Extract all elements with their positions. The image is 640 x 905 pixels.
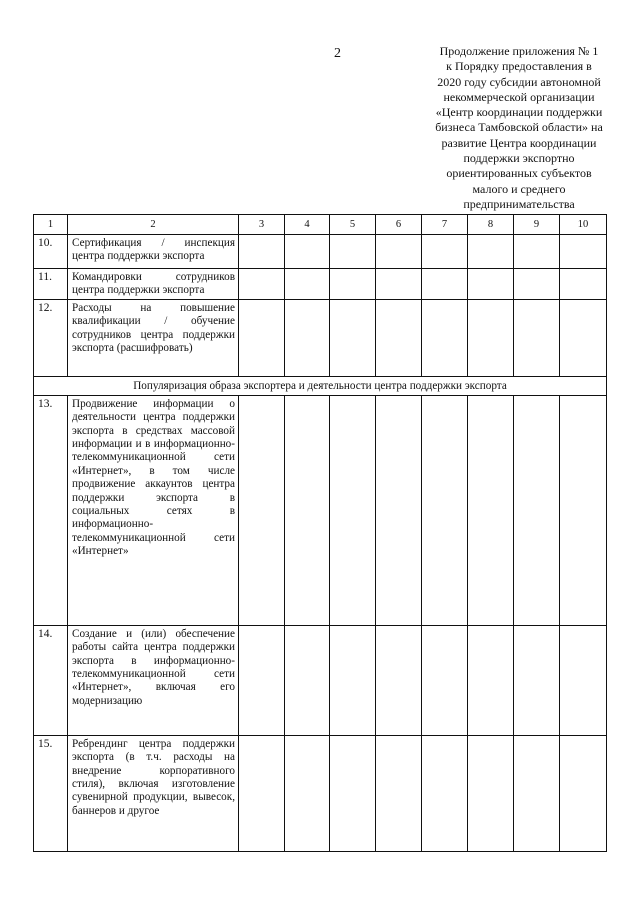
table-row	[34, 395, 607, 625]
table-row	[34, 735, 607, 851]
table-cell	[285, 625, 330, 735]
row-number: 11.	[34, 269, 68, 300]
table-cell	[239, 735, 285, 851]
appendix-note-line: 2020 году субсидии автономной	[437, 74, 601, 89]
section-title: Популяризация образа экспортера и деятельности центра поддержки экспорта	[34, 376, 607, 395]
appendix-note-line: предпринимательства	[463, 196, 575, 211]
table-cell	[330, 269, 376, 300]
table-cell	[330, 299, 376, 376]
row-description: Продвижение информации о деятельности центра поддержки экспорта в средствах массовой информации и в информационно-телекоммуникационной сети «Интернет», в том числе продвижение аккаунтов центра поддержки экспорта в социальных сетях в информационно-телекоммуникационной сети «Интернет»	[68, 395, 239, 625]
table-cell	[560, 735, 607, 851]
table-cell	[285, 299, 330, 376]
table-cell	[514, 235, 560, 269]
appendix-note-line: развитие Центра координации	[441, 135, 597, 150]
row-number: 12.	[34, 299, 68, 376]
table-cell	[239, 269, 285, 300]
table-cell	[376, 395, 422, 625]
row-description: Сертификация / инспекция центра поддержки экспорта	[68, 235, 239, 269]
column-header: 10	[560, 215, 607, 235]
table-cell	[468, 269, 514, 300]
table-cell	[239, 625, 285, 735]
row-description: Командировки сотрудников центра поддержки экспорта	[68, 269, 239, 300]
row-description: Расходы на повышение квалификации / обучение сотрудников центра поддержки экспорта (расшифровать)	[68, 299, 239, 376]
table-cell	[422, 299, 468, 376]
table-cell	[376, 299, 422, 376]
table-cell	[376, 625, 422, 735]
table-cell	[468, 735, 514, 851]
section-row	[34, 376, 607, 395]
table-cell	[422, 235, 468, 269]
table-cell	[468, 235, 514, 269]
table-cell	[285, 269, 330, 300]
table-header-row	[34, 215, 607, 235]
table-cell	[560, 395, 607, 625]
column-header: 1	[34, 215, 68, 235]
table-cell	[285, 235, 330, 269]
appendix-note-line: Продолжение приложения № 1	[439, 44, 599, 58]
table-cell	[560, 625, 607, 735]
table-cell	[468, 625, 514, 735]
table-cell	[422, 395, 468, 625]
table-cell	[468, 299, 514, 376]
row-number: 14.	[34, 625, 68, 735]
appendix-note-line: «Центр координации поддержки	[435, 105, 603, 120]
column-header: 9	[514, 215, 560, 235]
table-cell	[330, 735, 376, 851]
table-cell	[239, 395, 285, 625]
table-cell	[422, 625, 468, 735]
table-cell	[330, 395, 376, 625]
table-cell	[560, 235, 607, 269]
table-cell	[560, 299, 607, 376]
row-description: Создание и (или) обеспечение работы сайта центра поддержки экспорта в информационно-телекоммуникационной сети «Интернет», включая его модернизацию	[68, 625, 239, 735]
appendix-note	[410, 44, 628, 212]
table-cell	[514, 269, 560, 300]
table-cell	[285, 395, 330, 625]
table-cell	[376, 735, 422, 851]
appendix-note-line: бизнеса Тамбовской области» на	[435, 120, 603, 135]
table-cell	[239, 299, 285, 376]
table-cell	[422, 269, 468, 300]
appendix-note-line: некоммерческой организации	[443, 89, 595, 104]
table-cell	[514, 299, 560, 376]
row-number: 15.	[34, 735, 68, 851]
table-cell	[376, 269, 422, 300]
page-number: 2	[334, 46, 341, 61]
table-cell	[330, 235, 376, 269]
column-header: 2	[68, 215, 239, 235]
table-cell	[285, 735, 330, 851]
appendix-note-line: поддержки экспортно	[463, 151, 575, 166]
column-header: 7	[422, 215, 468, 235]
table-cell	[514, 735, 560, 851]
column-header: 5	[330, 215, 376, 235]
table-row	[34, 235, 607, 269]
table-cell	[422, 735, 468, 851]
table-row	[34, 299, 607, 376]
row-number: 13.	[34, 395, 68, 625]
column-header: 4	[285, 215, 330, 235]
expense-table	[33, 214, 607, 852]
table-cell	[239, 235, 285, 269]
table-cell	[560, 269, 607, 300]
table-row	[34, 269, 607, 300]
column-header: 8	[468, 215, 514, 235]
appendix-note-line: малого и среднего	[472, 181, 566, 196]
appendix-note-line: к Порядку предоставления в	[446, 59, 592, 74]
table-row	[34, 625, 607, 735]
row-description: Ребрендинг центра поддержки экспорта (в т.ч. расходы на внедрение корпоративного стиля), включая изготовление сувенирной продукции, вывесок, баннеров и другое	[68, 735, 239, 851]
table-cell	[514, 395, 560, 625]
column-header: 6	[376, 215, 422, 235]
table-cell	[514, 625, 560, 735]
table-cell	[330, 625, 376, 735]
table-cell	[376, 235, 422, 269]
column-header: 3	[239, 215, 285, 235]
row-number: 10.	[34, 235, 68, 269]
table-cell	[468, 395, 514, 625]
appendix-note-line: ориентированных субъектов	[446, 166, 592, 181]
